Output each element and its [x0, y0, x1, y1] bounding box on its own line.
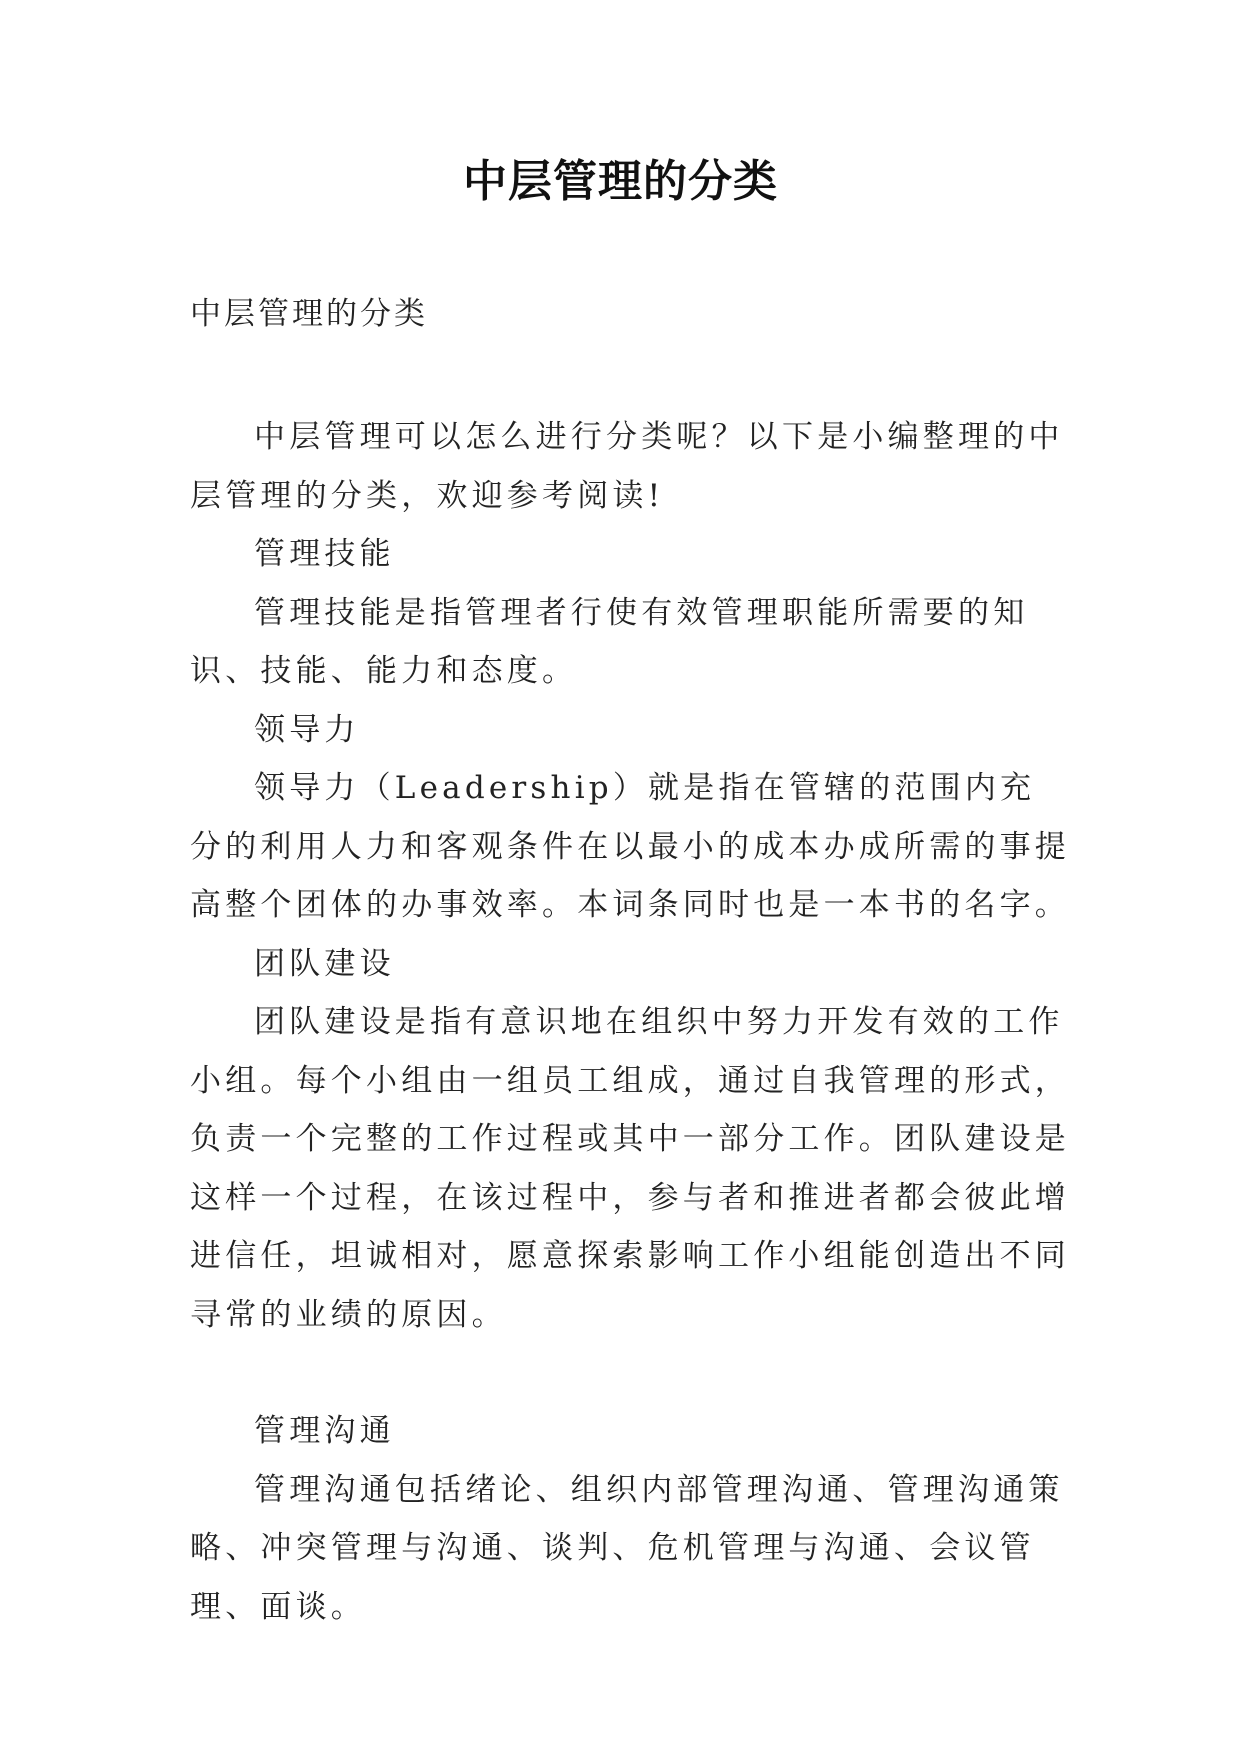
- team-building-paragraph: 团队建设是指有意识地在组织中努力开发有效的工作小组。每个小组由一组员工组成，通过自我管理的形式，负责一个完整的工作过程或其中一部分工作。团队建设是这样一个过程，在该过程中，参与者和推进者都会彼此增进信任，坦诚相对，愿意探索影响工作小组能创造出不同寻常的业绩的原因。: [190, 1004, 1070, 1333]
- management-skills-paragraph: 管理技能是指管理者行使有效管理职能所需要的知识、技能、能力和态度。: [190, 594, 1029, 689]
- section-heading-management-communication: 管理沟通: [254, 1413, 395, 1449]
- section-heading-management-skills: 管理技能: [254, 536, 395, 572]
- intro-paragraph: 中层管理可以怎么进行分类呢？以下是小编整理的中层管理的分类，欢迎参考阅读!: [190, 419, 1064, 514]
- document-title: 中层管理的分类: [463, 156, 778, 207]
- management-communication-paragraph: 管理沟通包括绪论、组织内部管理沟通、管理沟通策略、冲突管理与沟通、谈判、危机管理与沟通、会议管理、面谈。: [190, 1471, 1064, 1625]
- document-subtitle: 中层管理的分类: [190, 296, 428, 332]
- section-heading-leadership: 领导力: [254, 711, 360, 748]
- document-body: [190, 408, 1070, 1636]
- section-heading-team-building: 团队建设: [254, 945, 395, 982]
- leadership-paragraph: 领导力（Leadership）就是指在管辖的范围内充分的利用人力和客观条件在以最小的成本办成所需的事提高整个团体的办事效率。本词条同时也是一本书的名字。: [190, 770, 1070, 923]
